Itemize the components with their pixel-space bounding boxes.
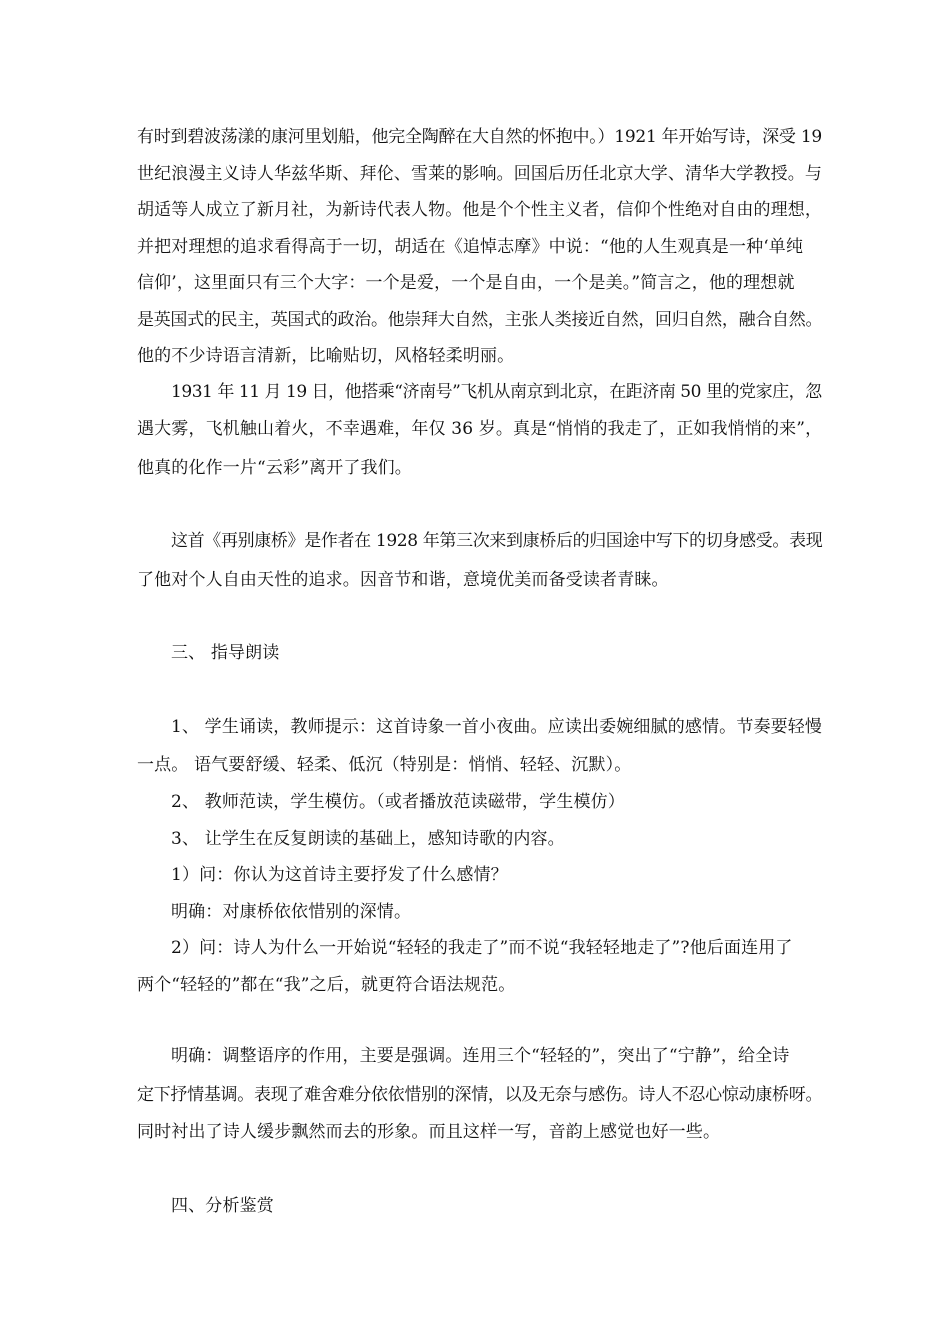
bio-line-2: 世纪浪漫主义诗人华兹华斯、拜伦、雪莱的影响。回国后历任北京大学、清华大学教授。与 (137, 164, 822, 184)
item-2: 2、 教师范读，学生模仿。（或者播放范读磁带，学生模仿） (171, 792, 625, 812)
answer-2-line-2: 定下抒情基调。表现了难舍难分依依惜别的深情，以及无奈与感伤。诗人不忍心惊动康桥呀。 (137, 1085, 823, 1105)
answer-2-line-3: 同时衬出了诗人缓步飘然而去的形象。而且这样一写，音韵上感觉也好一些。 (137, 1122, 721, 1142)
answer-2-line-1: 明确：调整语序的作用，主要是强调。连用三个“轻轻的”，突出了“宁静”，给全诗 (171, 1046, 790, 1066)
death-line-2: 遇大雾，飞机触山着火，不幸遇难，年仅 36 岁。真是“悄悄的我走了，正如我悄悄的来”， (137, 419, 823, 439)
item-1-line-1: 1、 学生诵读，教师提示：这首诗象一首小夜曲。应读出委婉细腻的感情。节奏要轻慢 (171, 717, 823, 737)
death-line-1: 1931 年 11 月 19 日，他搭乘“济南号”飞机从南京到北京，在距济南 50 里的党家庄，忽 (171, 382, 822, 402)
item-1-line-2: 一点。 语气要舒缓、轻柔、低沉（特别是：悄悄、轻轻、沉默）。 (137, 755, 632, 775)
bio-line-7: 他的不少诗语言清新，比喻贴切，风格轻柔明丽。 (137, 346, 515, 366)
question-1: 1）问：你认为这首诗主要抒发了什么感情？ (171, 865, 508, 885)
death-line-3: 他真的化作一片“云彩”离开了我们。 (137, 458, 412, 478)
bio-line-4: 并把对理想的追求看得高于一切，胡适在《追悼志摩》中说：“他的人生观真是一种‘单纯 (137, 237, 804, 257)
question-2-line-2: 两个“轻轻的”都在“我”之后，就更符合语法规范。 (137, 975, 516, 995)
poem-intro-line-2: 了他对个人自由天性的追求。因音节和谐，意境优美而备受读者青睐。 (137, 570, 669, 590)
poem-intro-line-1: 这首《再别康桥》是作者在 1928 年第三次来到康桥后的归国途中写下的切身感受。表现 (171, 531, 823, 551)
bio-line-6: 是英国式的民主，英国式的政治。他崇拜大自然，主张人类接近自然，回归自然，融合自然。 (137, 310, 823, 330)
bio-line-5: 信仰’，这里面只有三个大字：一个是爱，一个是自由，一个是美。”简言之，他的理想就 (137, 273, 795, 293)
section-heading-3: 三、 指导朗读 (171, 643, 280, 663)
item-3: 3、 让学生在反复朗读的基础上，感知诗歌的内容。 (171, 829, 565, 849)
question-2-line-1: 2）问：诗人为什么一开始说“轻轻的我走了”而不说“我轻轻地走了”?他后面连用了 (171, 938, 793, 958)
section-heading-4: 四、分析鉴赏 (171, 1196, 274, 1216)
bio-line-1: 有时到碧波荡漾的康河里划船，他完全陶醉在大自然的怀抱中。）1921 年开始写诗，深受 19 (137, 127, 822, 147)
answer-1: 明确：对康桥依依惜别的深情。 (171, 902, 412, 922)
bio-line-3: 胡适等人成立了新月社，为新诗代表人物。他是个个性主义者，信仰个性绝对自由的理想， (137, 200, 822, 220)
